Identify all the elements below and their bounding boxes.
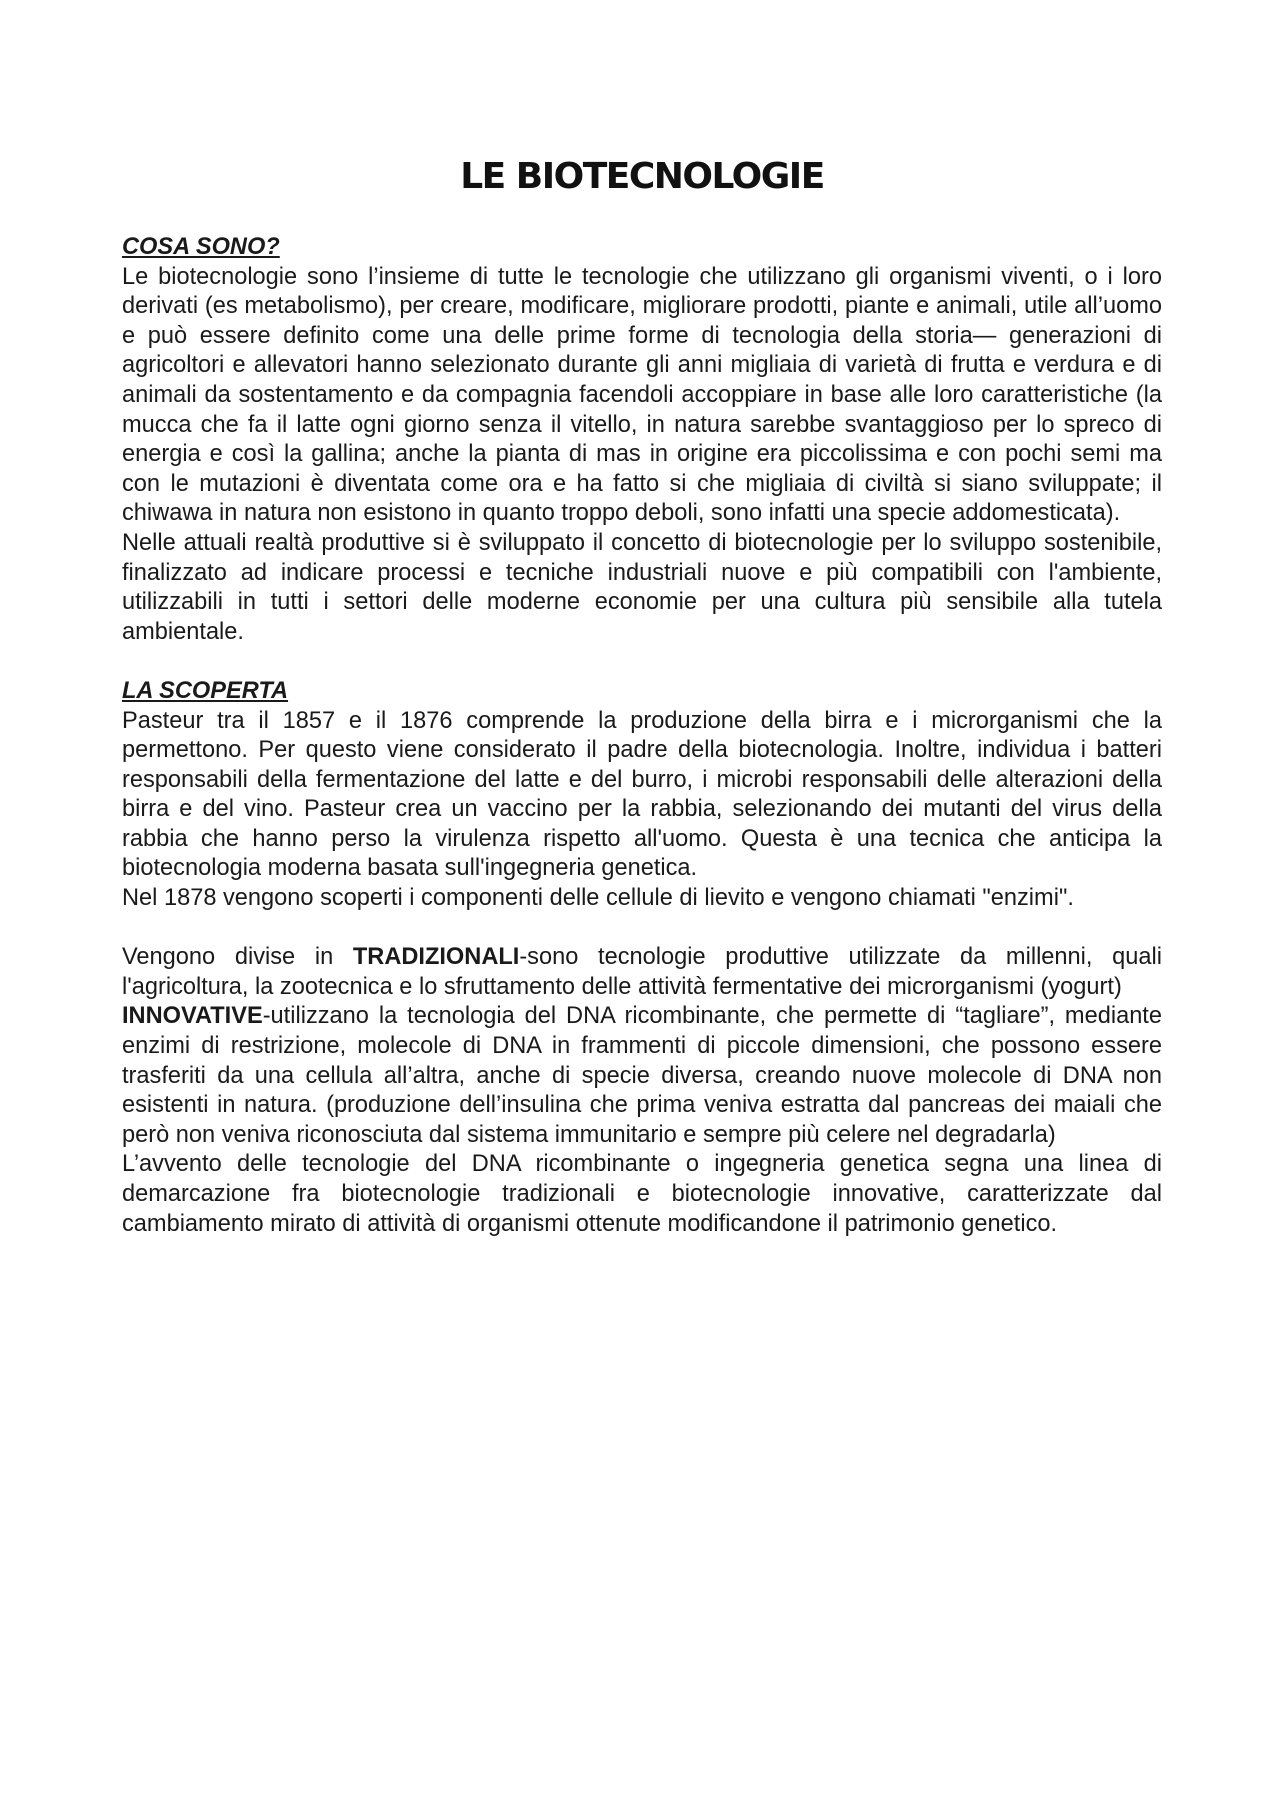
- traditional-description: -sono tecnologie produttive utilizzate da millenni, quali l'agricoltura, la zootecnica e lo sfruttamento delle attività fermentative dei microrganismi (yogurt): [122, 944, 1162, 1000]
- paragraph-definition: Le biotecnologie sono l’insieme di tutte le tecnologie che utilizzano gli organismi viventi, o i loro derivati (es metabolismo), per creare, modificare, migliorare prodotti, piante e animali, utile all’uomo e può essere definito come una delle prime forme di tecnologia della storia— generazioni di agricoltori e allevatori hanno selezionato durante gli anni migliaia di varietà di frutta e verdura e di animali da sostentamento e da compagnia facendoli accoppiare in base alle loro caratteristiche (la mucca che fa il latte ogni giorno senza il vitello, in natura sarebbe svantaggioso per lo spreco di energia e così la gallina; anche la pianta di mas in origine era piccolissima e con pochi semi ma con le mutazioni è diventata come ora e ha fatto si che migliaia di civiltà si siano sviluppate; il chiwawa in natura non esistono in quanto troppo deboli, sono infatti una specie addomesticata).: [122, 263, 1162, 527]
- spacer: [122, 647, 1162, 677]
- intro-text: Vengono divise in: [122, 944, 353, 971]
- paragraph-innovative: [122, 1002, 1162, 1150]
- traditional-label: TRADIZIONALI: [352, 944, 520, 971]
- section-heading-la-scoperta: LA SCOPERTA: [122, 677, 289, 704]
- paragraph-sustainability: Nelle attuali realtà produttive si è sviluppato il concetto di biotecnologie per lo sviluppo sostenibile, finalizzato ad indicare processi e tecniche industriali nuove e più compatibili con l'ambiente, utilizzabili in tutti i settori delle moderne economie per una cultura più sensibile alla tutela ambientale.: [122, 529, 1162, 645]
- document-body: [122, 155, 1162, 1239]
- spacer: [122, 914, 1162, 944]
- innovative-label: INNOVATIVE: [122, 1003, 263, 1030]
- section-heading-cosa-sono: COSA SONO?: [122, 234, 280, 260]
- paragraph-traditional: [122, 943, 1162, 1002]
- paragraph-pasteur: Pasteur tra il 1857 e il 1876 comprende la produzione della birra e i microrganismi che la permettono. Per questo viene considerato il padre della biotecnologia. Inoltre, individua i batteri responsabili della fermentazione del latte e del burro, i microbi responsabili delle alterazioni della birra e del vino. Pasteur crea un vaccino per la rabbia, selezionando dei mutanti del virus della rabbia che hanno perso la virulenza rispetto all'uomo. Questa è una tecnica che anticipa la biotecnologia moderna basata sull'ingegneria genetica.: [122, 707, 1162, 882]
- innovative-description: -utilizzano la tecnologia del DNA ricombinante, che permette di “tagliare”, mediante enzimi di restrizione, molecole di DNA in frammenti di piccole dimensioni, che possono essere trasferiti da una cellula all’altra, anche di specie diversa, creando nuove molecole di DNA non esistenti in natura. (produzione dell’insulina che prima veniva estratta dal pancreas dei maiali che però non veniva riconosciuta dal sistema immunitario e sempre più celere nel degradarla): [122, 1003, 1162, 1148]
- paragraph-enzymes: Nel 1878 vengono scoperti i componenti delle cellule di lievito e vengono chiamati "enzimi".: [122, 885, 1074, 912]
- paragraph-closing: L’avvento delle tecnologie del DNA ricombinante o ingegneria genetica segna una linea di demarcazione fra biotecnologie tradizionali e biotecnologie innovative, caratterizzate dal cambiamento mirato di attività di organismi ottenute modificandone il patrimonio genetico.: [122, 1151, 1162, 1237]
- page-title: LE BIOTECNOLOGIE: [460, 156, 824, 197]
